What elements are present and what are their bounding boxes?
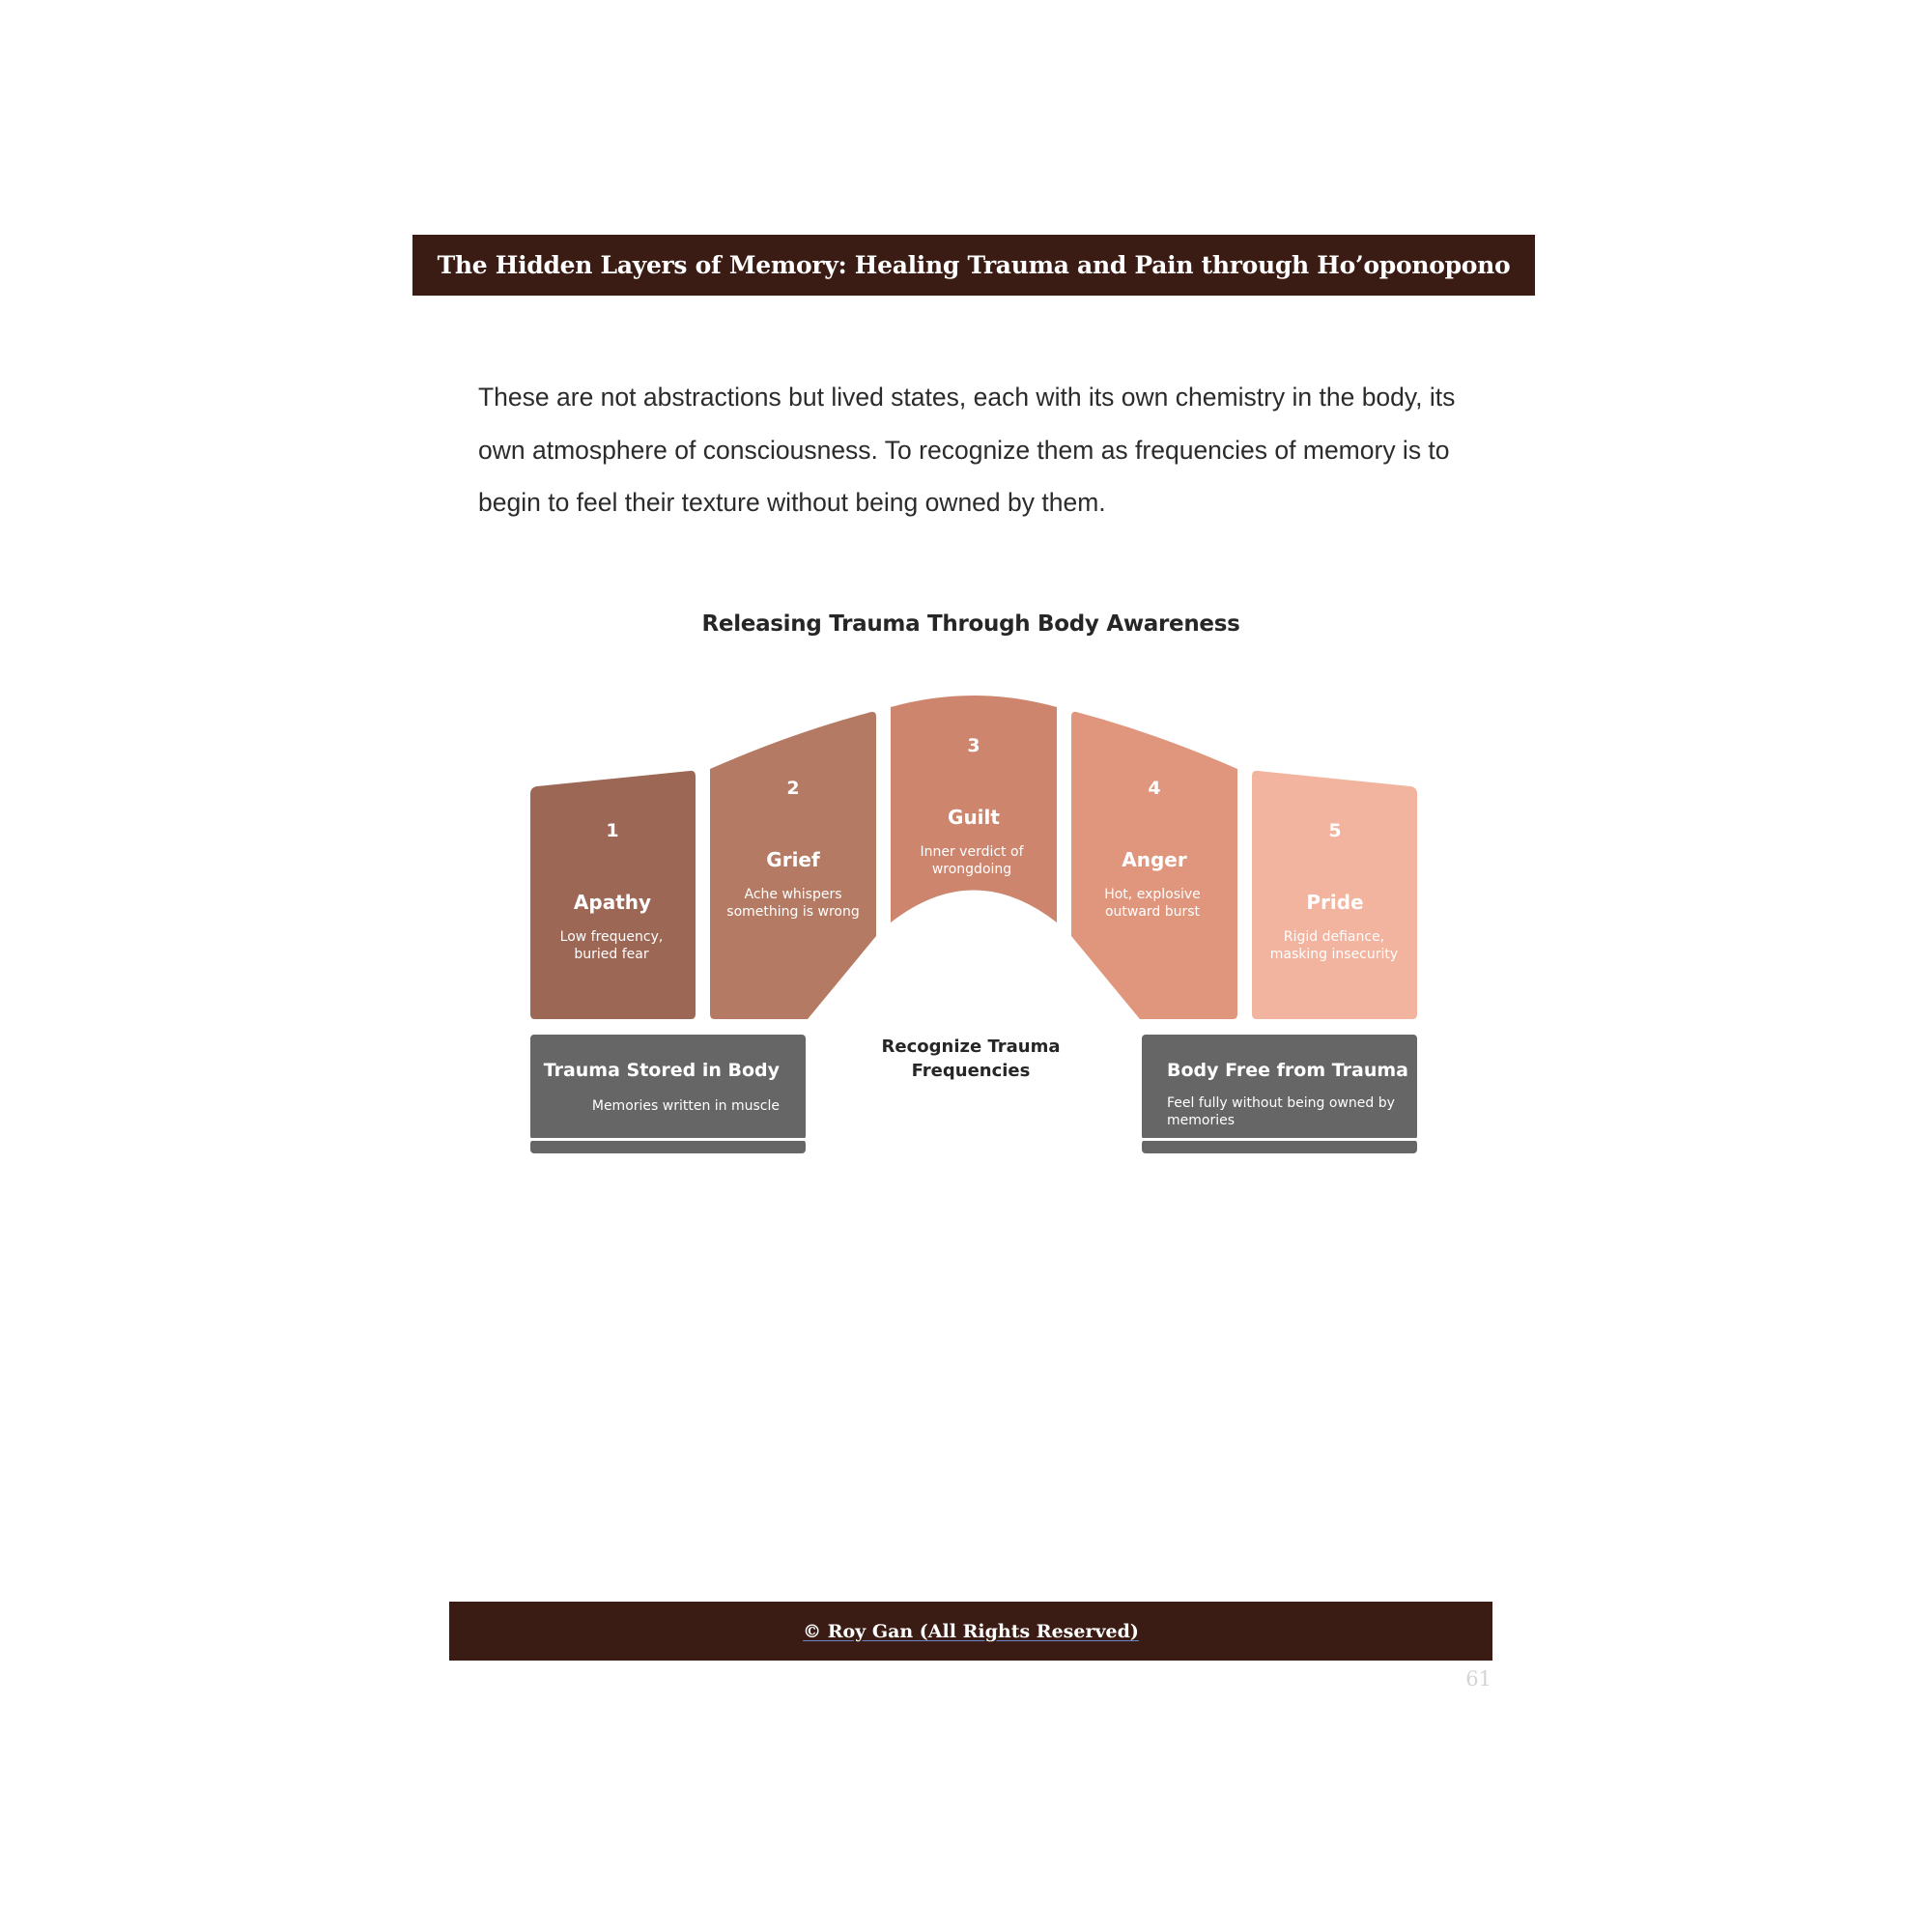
page-number: 61 (1465, 1667, 1492, 1690)
stage-anger-desc-line2: outward burst (1104, 904, 1201, 920)
stage-anger-number: 4 (1148, 778, 1161, 799)
footer-bar (449, 1602, 1492, 1661)
stage-anger (1071, 712, 1237, 1019)
diagram-title: Releasing Trauma Through Body Awareness (701, 611, 1240, 637)
body-free-box (1142, 1035, 1417, 1153)
stage-anger-name: Anger (1122, 848, 1187, 871)
stage-guilt-desc-line2: wrongdoing (931, 862, 1012, 877)
stage-guilt-name: Guilt (948, 806, 1000, 829)
stage-guilt-desc-line1: Inner verdict of (920, 844, 1024, 860)
body-free-box-title: Body Free from Trauma (1167, 1060, 1408, 1081)
trauma-stored-box-body (530, 1035, 806, 1140)
center-label-line1: Recognize Trauma (881, 1037, 1061, 1057)
trauma-stored-box-title: Trauma Stored in Body (543, 1060, 780, 1081)
stage-grief (710, 712, 876, 1019)
body-free-box-subtitle-line2: memories (1167, 1113, 1236, 1128)
body-free-box-divider (1142, 1138, 1417, 1141)
trauma-stored-box (530, 1035, 806, 1153)
stage-pride (1252, 771, 1417, 1019)
stage-guilt (891, 696, 1057, 923)
stage-grief-desc-line1: Ache whispers (744, 887, 842, 902)
body-free-box-subtitle-line1: Feel fully without being owned by (1167, 1095, 1395, 1111)
stage-grief-number: 2 (786, 778, 800, 799)
trauma-stored-box-shadow (530, 1140, 806, 1153)
stage-grief-name: Grief (766, 848, 820, 871)
stage-pride-desc-line2: masking insecurity (1269, 947, 1399, 962)
stage-apathy-desc-line2: buried fear (574, 947, 649, 962)
stage-pride-name: Pride (1306, 891, 1364, 914)
stage-pride-desc-line1: Rigid defiance, (1283, 929, 1385, 945)
stage-apathy-name: Apathy (573, 891, 652, 914)
trauma-stored-box-divider (530, 1138, 806, 1141)
stage-guilt-number: 3 (967, 735, 980, 756)
copyright-link[interactable]: © Roy Gan (All Rights Reserved) (803, 1620, 1139, 1642)
stage-grief-desc-line2: something is wrong (726, 904, 860, 920)
body-free-box-shadow (1142, 1140, 1417, 1153)
trauma-stored-box-subtitle: Memories written in muscle (591, 1098, 780, 1114)
stage-anger-desc-line1: Hot, explosive (1104, 887, 1201, 902)
stage-apathy-number: 1 (606, 820, 619, 841)
stage-apathy (530, 771, 696, 1019)
body-paragraph: These are not abstractions but lived states, each with its own chemistry in the body, its own atmosphere of consciousness. To recognize them as frequencies of memory is to begin to feel their texture without being owned by them. (478, 383, 1456, 517)
stage-apathy-desc-line1: Low frequency, (559, 929, 664, 945)
stage-pride-number: 5 (1328, 820, 1342, 841)
page-title: The Hidden Layers of Memory: Healing Trauma and Pain through Ho’oponopono (437, 251, 1511, 279)
center-label-line2: Frequencies (911, 1061, 1031, 1081)
